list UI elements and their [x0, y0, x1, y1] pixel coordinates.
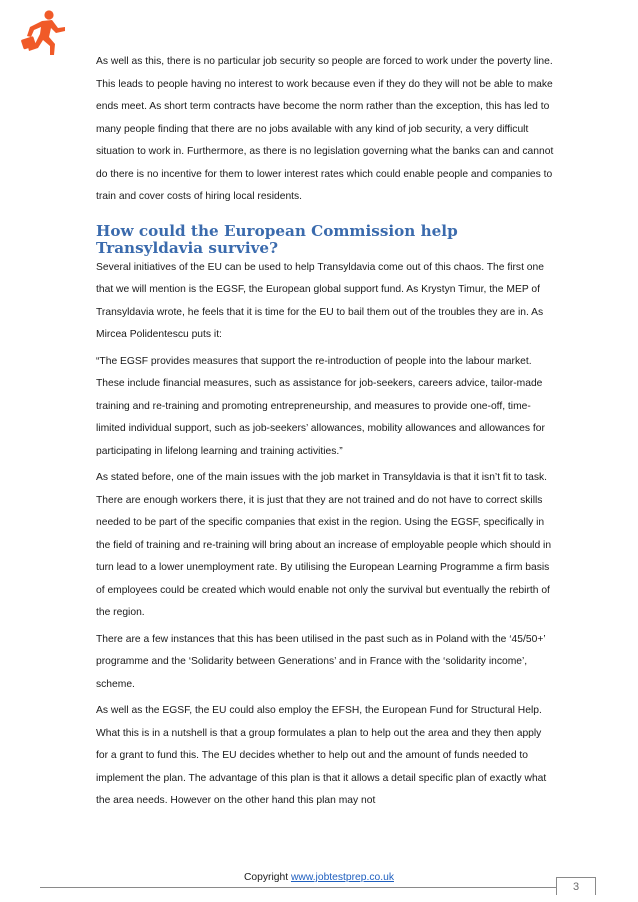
- document-body: [96, 51, 556, 813]
- body-paragraph: As stated before, one of the main issues with the job market in Transyldavia is that it isn’t fit to task. There are enough workers there, it is just that they are not trained and do not have to correct skills needed to be part of the specific companies that exist in the region. Using the EGSF, specifically in the field of training and re-training will bring about an increase of employable people which should in turn lead to a lower unemployment rate. By utilising the European Learning Programme a firm basis of employees could be created which would enable not only the survival but eventually the rebirth of the region.: [96, 472, 552, 618]
- section-heading: How could the European Commission help Transyldavia survive?: [96, 221, 458, 257]
- footer-divider: [40, 887, 556, 888]
- body-paragraph: There are a few instances that this has been utilised in the past such as in Poland with the ‘45/50+’ programme and the ‘Solidarity between Generations’ and in France with the ‘solidarity income’, scheme.: [96, 633, 546, 690]
- body-paragraph: As well as this, there is no particular job security so people are forced to work under the poverty line. This leads to people having no interest to work because even if they do they will not be able to make ends meet. As short term contracts have become the norm rather than the exception, this has led to many people finding that there are no jobs available with any kind of job security, a very difficult situation to work in. Furthermore, as there is no legislation governing what the banks can and cannot do there is no incentive for them to lower interest rates which could enable people and companies to train and cover costs of hiring local residents.: [96, 56, 554, 202]
- body-paragraph: Several initiatives of the EU can be used to help Transyldavia come out of this chaos. The first one that we will mention is the EGSF, the European global support fund. As Krystyn Timur, the MEP of Transyldavia wrote, he feels that it is time for the EU to bail them out of the troubles they are in. As Mircea Polidentescu puts it:: [96, 261, 544, 340]
- body-paragraph: As well as the EGSF, the EU could also employ the EFSH, the European Fund for Structural Help. What this is in a nutshell is that a group formulates a plan to help out the area and they then apply for a grant to fund this. The EU decides whether to help out and the amount of funds needed to implement the plan. The advantage of this plan is that it allows a detail specific plan of exactly what the area needs. However on the other hand this plan may not: [96, 705, 547, 806]
- website-link[interactable]: www.jobtestprep.co.uk: [290, 872, 394, 883]
- running-person-with-briefcase-icon: [18, 8, 70, 58]
- page-number: 3: [556, 877, 596, 895]
- copyright-label: Copyright: [244, 872, 289, 883]
- quote-paragraph: “The EGSF provides measures that support the re-introduction of people into the labour market. These include financial measures, such as assistance for job-seekers, careers advice, tailor-made training and re-training and promoting entrepreneurship, and measures to provide one-off, time-limited individual support, such as job-seekers’ allowances, mobility allowances and allowances for participating in lifelong learning and training activities.”: [96, 355, 545, 457]
